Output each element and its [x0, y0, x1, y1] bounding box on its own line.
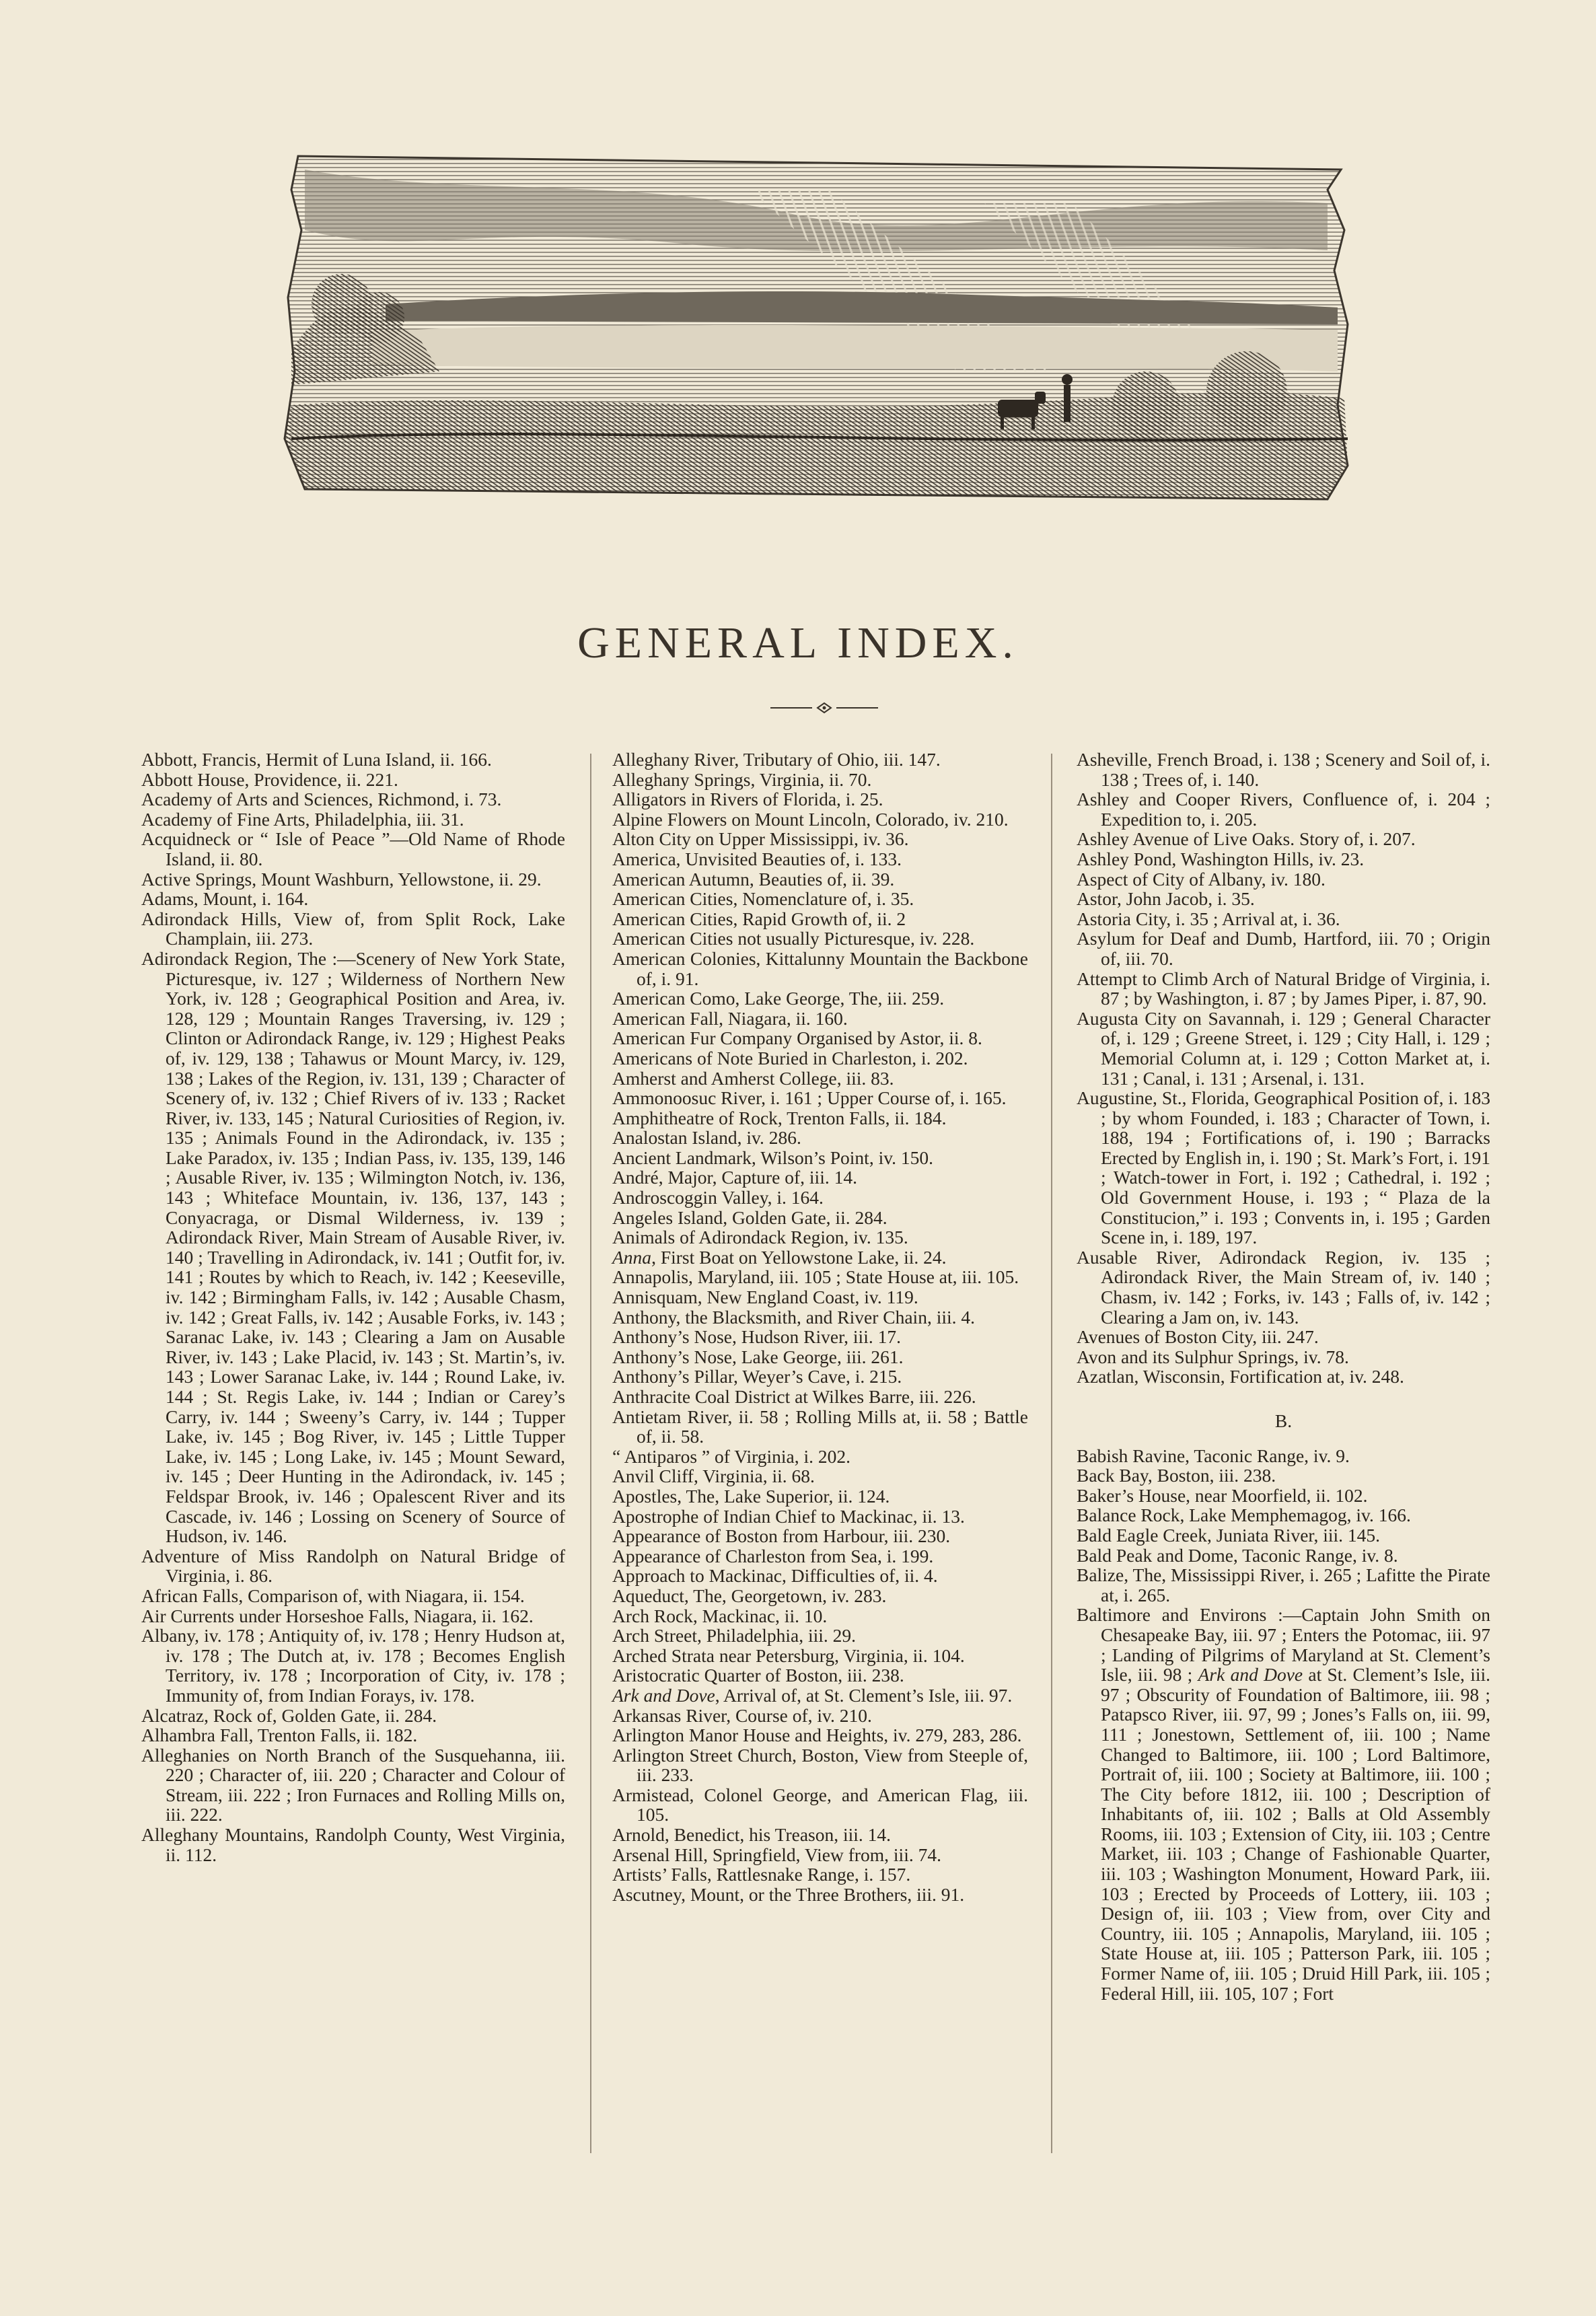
index-entry: “ Antiparos ” of Virginia, i. 202. — [612, 1445, 851, 1467]
index-entry: American Cities, Nomenclature of, i. 35. — [612, 888, 914, 910]
index-entry: Balize, The, Mississippi River, i. 265 ; Lafitte the Pirate at, i. 265. — [1077, 1564, 1490, 1605]
index-entry: Ancient Landmark, Wilson’s Point, iv. 150. — [612, 1147, 934, 1168]
index-entry: Anthracite Coal District at Wilkes Barre, iii. 226. — [612, 1386, 976, 1407]
index-entry: Ark and Dove, Arrival of, at St. Clement’s Isle, iii. 97. — [612, 1684, 1013, 1706]
index-entry: Amphitheatre of Rock, Trenton Falls, ii. 184. — [612, 1107, 947, 1128]
index-entry: Appearance of Boston from Harbour, iii. 230. — [612, 1525, 951, 1547]
index-entry: Alleghany Springs, Virginia, ii. 70. — [612, 768, 872, 790]
index-entry: Avenues of Boston City, iii. 247. — [1077, 1326, 1319, 1348]
index-entry: American Colonies, Kittalunny Mountain the Backbone of, i. 91. — [612, 947, 1028, 989]
index-column-3 — [1077, 750, 1490, 2003]
index-entry: American Fur Company Organised by Astor, ii. 8. — [612, 1027, 982, 1049]
index-entry: Armistead, Colonel George, and American Flag, iii. 105. — [612, 1784, 1028, 1825]
index-entry: Anthony’s Nose, Lake George, iii. 261. — [612, 1346, 904, 1367]
index-entry: Adams, Mount, i. 164. — [141, 888, 309, 910]
index-entry: Alhambra Fall, Trenton Falls, ii. 182. — [141, 1725, 418, 1746]
index-entry: Azatlan, Wisconsin, Fortification at, iv. 248. — [1077, 1366, 1404, 1387]
index-entry: Babish Ravine, Taconic Range, iv. 9. — [1077, 1445, 1350, 1466]
index-entry: Attempt to Climb Arch of Natural Bridge of Virginia, i. 87 ; by Washington, i. 87 ; by James Piper, i. 87, 90. — [1077, 968, 1490, 1009]
index-entry: Ascutney, Mount, or the Three Brothers, iii. 91. — [612, 1883, 965, 1905]
index-entry: Alleghany Mountains, Randolph County, West Virginia, ii. 112. — [141, 1824, 565, 1865]
index-entry: African Falls, Comparison of, with Niagara, ii. 154. — [141, 1585, 525, 1606]
index-entry: Bald Eagle Creek, Juniata River, iii. 145. — [1077, 1524, 1381, 1546]
index-entry: Astor, John Jacob, i. 35. — [1077, 888, 1255, 910]
index-entry: Approach to Mackinac, Difficulties of, ii. 4. — [612, 1565, 938, 1587]
index-entry: Arsenal Hill, Springfield, View from, iii. 74. — [612, 1844, 941, 1865]
column-rule-right — [1051, 754, 1052, 2153]
index-entry: Annisquam, New England Coast, iv. 119. — [612, 1287, 918, 1308]
engraving-artwork — [278, 149, 1351, 503]
section-letter: B. — [1274, 1410, 1293, 1431]
index-entry: Annapolis, Maryland, iii. 105 ; State House at, iii. 105. — [612, 1266, 1019, 1288]
index-entry: American Autumn, Beauties of, ii. 39. — [612, 868, 895, 890]
index-entry: Back Bay, Boston, iii. 238. — [1077, 1465, 1276, 1486]
index-entry: Augustine, St., Florida, Geographical Position of, i. 183 ; by whom Founded, i. 183 ; Character of Town, i. 188, 194 ; Fortifications of, i. 190 ; Barracks Erected by English in, i. 190 ; St. Mark’s Fort, i. 191 ; Watch-tower in Fort, i. 192 ; Cathedral, i. 192 ; Old Government House, i. 193 ; “ Plaza de la Constitucion,” i. 193 ; Convents in, i. 195 ; Garden Scene in, i. 189, 197. — [1077, 1087, 1490, 1248]
ornament-divider — [770, 700, 878, 716]
index-entry: Anthony’s Pillar, Weyer’s Cave, i. 215. — [612, 1366, 902, 1387]
index-entry: Academy of Arts and Sciences, Richmond, i. 73. — [141, 789, 502, 810]
index-entry: Anvil Cliff, Virginia, ii. 68. — [612, 1465, 815, 1487]
index-entry: Antietam River, ii. 58 ; Rolling Mills at, ii. 58 ; Battle of, ii. 58. — [612, 1406, 1028, 1447]
index-entry: Animals of Adirondack Region, iv. 135. — [612, 1227, 908, 1248]
index-entry: Bald Peak and Dome, Taconic Range, iv. 8. — [1077, 1544, 1398, 1566]
index-entry: Aristocratic Quarter of Boston, iii. 238. — [612, 1665, 904, 1686]
index-entry: Baker’s House, near Moorfield, ii. 102. — [1077, 1484, 1368, 1506]
index-entry: Ashley Avenue of Live Oaks. Story of, i. 207. — [1077, 828, 1416, 850]
index-entry: Ausable River, Adirondack Region, iv. 135 ; Adirondack River, the Main Stream of, iv. 140 ; Chasm, iv. 142 ; Forks, iv. 143 ; Falls of, iv. 142 ; Clearing a Jam on, iv. 143. — [1077, 1246, 1490, 1328]
index-entry: Arnold, Benedict, his Treason, iii. 14. — [612, 1824, 892, 1846]
index-entry: American Cities not usually Picturesque, iv. 228. — [612, 928, 975, 949]
index-entry: Appearance of Charleston from Sea, i. 199. — [612, 1545, 934, 1566]
index-entry: Baltimore and Environs :—Captain John Smith on Chesapeake Bay, iii. 97 ; Enters the Potomac, iii. 97 ; Landing of Pilgrims of Maryland at St. Clement’s Isle, iii. 98 ; Ark and Dove at St. Clement’s Isle, iii. 97 ; Obscurity of Foundation of Baltimore, iii. 98 ; Patapsco River, iii. 97, 99 ; Jones’s Falls on, iii. 99, 111 ; Jonestown, Settlement of, iii. 100 ; Name Changed to Baltimore, iii. 100 ; Lord Baltimore, Portrait of, iii. 100 ; Society at Baltimore, iii. 100 ; The City before 1812, iii. 100 ; Description of Inhabitants of, iii. 102 ; Balls at Old Assembly Rooms, iii. 103 ; Extension of City, iii. 103 ; Centre Market, iii. 103 ; Change of Fashionable Quarter, iii. 103 ; Washington Monument, Howard Park, iii. 103 ; Erected by Proceeds of Lottery, iii. 103 ; Design of, iii. 103 ; View from, over City and Country, iii. 105 ; Annapolis, Maryland, iii. 105 ; State House at, iii. 105 ; Patterson Park, iii. 105 ; Former Name of, iii. 105 ; Druid Hill Park, iii. 105 ; Federal Hill, iii. 105, 107 ; Fort — [1077, 1604, 1490, 2004]
index-entry: Analostan Island, iv. 286. — [612, 1127, 801, 1149]
index-entry: Ammonoosuc River, i. 161 ; Upper Course of, i. 165. — [612, 1087, 1007, 1109]
index-entry: America, Unvisited Beauties of, i. 133. — [612, 848, 902, 869]
index-entry: Ashley and Cooper Rivers, Confluence of, i. 204 ; Expedition to, i. 205. — [1077, 789, 1490, 830]
index-entry: Abbott, Francis, Hermit of Luna Island, ii. 166. — [141, 749, 492, 770]
index-entry: Angeles Island, Golden Gate, ii. 284. — [612, 1206, 887, 1228]
index-entry: Asheville, French Broad, i. 138 ; Scenery and Soil of, i. 138 ; Trees of, i. 140. — [1077, 749, 1490, 790]
index-entry: Artists’ Falls, Rattlesnake Range, i. 157. — [612, 1864, 911, 1885]
index-entry: Acquidneck or “ Isle of Peace ”—Old Name of Rhode Island, ii. 80. — [141, 828, 565, 869]
index-entry: Adirondack Hills, View of, from Split Rock, Lake Champlain, iii. 273. — [141, 908, 565, 949]
index-entry: Adirondack Region, The :—Scenery of New York State, Picturesque, iv. 127 ; Wilderness of Northern New York, iv. 128 ; Geographical Position and Area, iv. 128, 129 ; Mountain Ranges Traversing, iv. 129 ; Clinton or Adirondack Range, iv. 129 ; Highest Peaks of, iv. 129, 138 ; Tahawus or Mount Marcy, iv. 129, 138 ; Lakes of the Region, iv. 131, 139 ; Character of Scenery of, iv. 132 ; Chief Rivers of iv. 133 ; Racket River, iv. 133, 145 ; Natural Curiosities of Region, iv. 135 ; Animals Found in the Adirondack, iv. 135 ; Lake Paradox, iv. 135 ; Indian Pass, iv. 135, 139, 146 ; Ausable River, iv. 135 ; Wilmington Notch, iv. 136, 143 ; Whiteface Mountain, iv. 136, 137, 143 ; Conyacraga, or Dismal Wilderness, iv. 139 ; Adirondack River, Main Stream of Ausable River, iv. 140 ; Travelling in Adirondack, iv. 141 ; Outfit for, iv. 141 ; Routes by which to Reach, iv. 142 ; Keeseville, iv. 142 ; Birmingham Falls, iv. 142 ; Ausable Chasm, iv. 142 ; Great Falls, iv. 142 ; Ausable Forks, iv. 143 ; Saranac Lake, iv. 143 ; Clearing a Jam on Ausable River, iv. 143 ; Lake Placid, iv. 143 ; St. Martin’s, iv. 143 ; Lower Saranac Lake, iv. 144 ; Round Lake, iv. 144 ; St. Regis Lake, iv. 144 ; Indian or Carey’s Carry, iv. 144 ; Sweeny’s Carry, iv. 144 ; Tupper Lake, iv. 145 ; Bog River, iv. 145 ; Little Tupper Lake, iv. 145 ; Long Lake, iv. 145 ; Mount Seward, iv. 145 ; Deer Hunting in the Adirondack, iv. 145 ; Feldspar Brook, iv. 146 ; Opalescent River and its Cascade, iv. 146 ; Lossing on Scenery of Source of Hudson, iv. 146. — [141, 947, 565, 1547]
landscape-engraving — [278, 149, 1351, 503]
index-entry: Apostles, The, Lake Superior, ii. 124. — [612, 1485, 890, 1507]
page-title: GENERAL INDEX. — [577, 618, 1019, 667]
index-entry: Astoria City, i. 35 ; Arrival at, i. 36. — [1077, 908, 1340, 929]
index-entry: Academy of Fine Arts, Philadelphia, iii. 31. — [141, 808, 464, 830]
index-entry: Alton City on Upper Mississippi, iv. 36. — [612, 828, 909, 850]
index-entry: Augusta City on Savannah, i. 129 ; General Character of, i. 129 ; Greene Street, i. 129 ; City Hall, i. 129 ; Memorial Column at, i. 129 ; Cotton Market at, i. 131 ; Canal, i. 131 ; Arsenal, i. 131. — [1077, 1007, 1490, 1089]
index-entry: Alleghany River, Tributary of Ohio, iii. 147. — [612, 749, 941, 770]
index-entry: American Como, Lake George, The, iii. 259. — [612, 988, 945, 1009]
index-entry: Arlington Manor House and Heights, iv. 279, 283, 286. — [612, 1725, 1022, 1746]
index-entry: Americans of Note Buried in Charleston, i. 202. — [612, 1047, 968, 1069]
index-entry: Apostrophe of Indian Chief to Mackinac, ii. 13. — [612, 1505, 965, 1527]
index-entry: Abbott House, Providence, ii. 221. — [141, 768, 398, 790]
index-entry: Alcatraz, Rock of, Golden Gate, ii. 284. — [141, 1704, 437, 1726]
index-entry: Avon and its Sulphur Springs, iv. 78. — [1077, 1346, 1349, 1367]
index-entry: Alleghanies on North Branch of the Susquehanna, iii. 220 ; Character of, iii. 220 ; Character and Colour of Stream, iii. 222 ; Iron Furnaces and Rolling Mills on, iii. 222. — [141, 1744, 565, 1825]
index-entry: Anthony, the Blacksmith, and River Chain, iii. 4. — [612, 1306, 975, 1328]
index-entry: Aspect of City of Albany, iv. 180. — [1077, 868, 1326, 890]
index-column-2 — [612, 750, 1028, 1904]
index-entry: Air Currents under Horseshoe Falls, Niagara, ii. 162. — [141, 1605, 534, 1626]
index-entry: American Fall, Niagara, ii. 160. — [612, 1007, 848, 1029]
index-entry: Asylum for Deaf and Dumb, Hartford, iii. 70 ; Origin of, iii. 70. — [1077, 928, 1490, 969]
index-entry: Anna, First Boat on Yellowstone Lake, ii. 24. — [612, 1246, 947, 1268]
index-entry: Aqueduct, The, Georgetown, iv. 283. — [612, 1585, 887, 1606]
index-entry: Anthony’s Nose, Hudson River, iii. 17. — [612, 1326, 901, 1348]
index-entry: Active Springs, Mount Washburn, Yellowstone, ii. 29. — [141, 868, 542, 890]
index-entry: Arch Rock, Mackinac, ii. 10. — [612, 1605, 828, 1626]
index-entry: Arlington Street Church, Boston, View from Steeple of, iii. 233. — [612, 1744, 1028, 1786]
index-entry: Balance Rock, Lake Memphemagog, iv. 166. — [1077, 1505, 1411, 1526]
index-entry: Arch Street, Philadelphia, iii. 29. — [612, 1625, 857, 1646]
index-entry: American Cities, Rapid Growth of, ii. 2 — [612, 908, 906, 929]
index-entry: Arched Strata near Petersburg, Virginia, ii. 104. — [612, 1644, 965, 1666]
index-column-1 — [141, 750, 565, 1865]
index-entry: André, Major, Capture of, iii. 14. — [612, 1167, 857, 1188]
index-entry: Adventure of Miss Randolph on Natural Bridge of Virginia, i. 86. — [141, 1545, 565, 1587]
index-entry: Ashley Pond, Washington Hills, iv. 23. — [1077, 848, 1365, 869]
index-entry: Amherst and Amherst College, iii. 83. — [612, 1067, 894, 1089]
index-entry: Androscoggin Valley, i. 164. — [612, 1187, 824, 1208]
index-entry: Albany, iv. 178 ; Antiquity of, iv. 178 ; Henry Hudson at, iv. 178 ; The Dutch at, iv. 178 ; Becomes English Territory, iv. 178 ; Incorporation of City, iv. 178 ; Immunity of, from Indian Forays, iv. 178. — [141, 1625, 565, 1706]
column-rule-left — [590, 754, 591, 2153]
index-entry: Alpine Flowers on Mount Lincoln, Colorado, iv. 210. — [612, 808, 1009, 830]
index-entry: Alligators in Rivers of Florida, i. 25. — [612, 789, 883, 810]
index-entry: Arkansas River, Course of, iv. 210. — [612, 1704, 872, 1726]
